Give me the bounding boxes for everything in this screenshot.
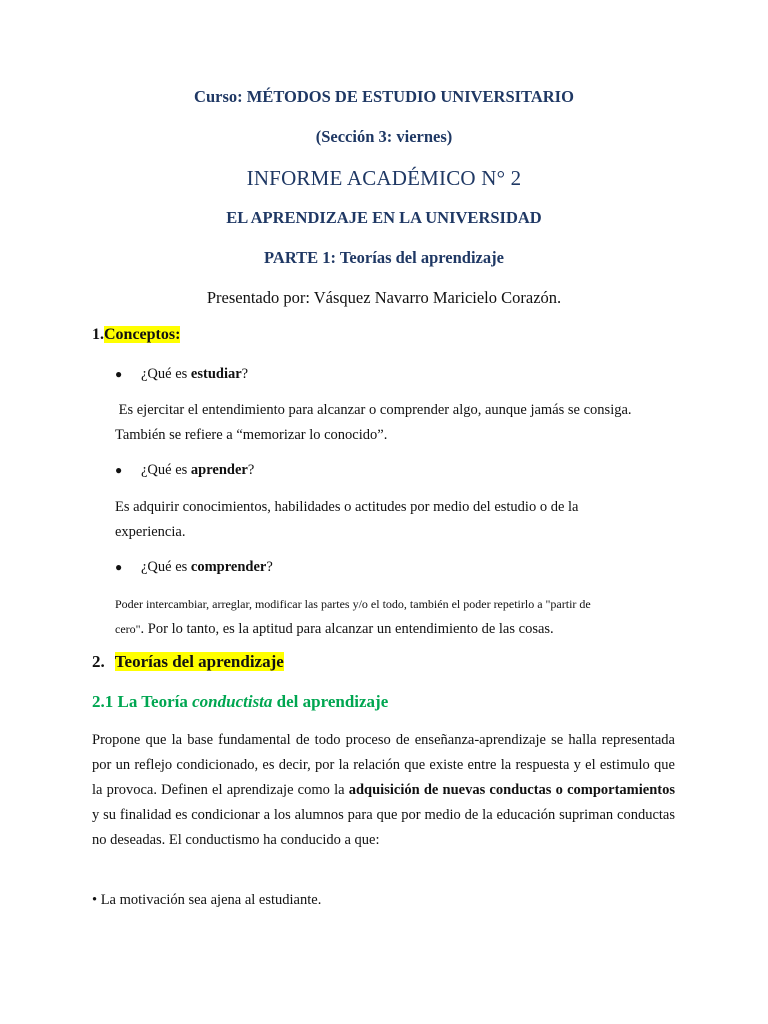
list-item-motivacion: • La motivación sea ajena al estudiante. [92, 892, 322, 908]
subsection-heading: 2.1 La Teoría conductista del aprendizaje [92, 692, 389, 711]
bullet-icon: ● [115, 560, 123, 574]
section2-heading [92, 652, 284, 672]
question-comprender: ● ¿Qué es comprender? [115, 559, 273, 575]
question-estudiar: ● ¿Qué es estudiar? [115, 366, 249, 382]
section-subtitle: (Sección 3: viernes) [315, 127, 453, 146]
bullet-icon: ● [115, 463, 123, 477]
part-title: PARTE 1: Teorías del aprendizaje [264, 248, 504, 267]
answer-aprender: Es adquirir conocimientos, habilidades o actitudes por medio del estudio o de la experiencia. [115, 499, 579, 540]
answer-estudiar: Es ejercitar el entendimiento para alcanzar o comprender algo, aunque jamás se consiga. También se refiere a “memorizar lo conocido”. [115, 402, 632, 443]
section1-heading [92, 326, 180, 344]
question-aprender: ● ¿Qué es aprender? [115, 462, 255, 478]
course-title: Curso: MÉTODOS DE ESTUDIO UNIVERSITARIO [194, 87, 574, 106]
section2-title: Teorías del aprendizaje [114, 652, 284, 671]
body-paragraph: Propone que la base fundamental de todo proceso de enseñanza-aprendizaje se halla representada por un reflejo condicionado, es decir, por la relación que existe entre la respuesta y el estimulo que la provoca. Definen el aprendizaje como la adquisición de nuevas conductas o comportamientos y su finalidad es condicionar a los alumnos para que por medio de la educación supriman conductas no deseadas. El conductismo ha conducido a que: [92, 732, 675, 848]
section1-number: 1. [92, 326, 104, 343]
section1-title: Conceptos: [104, 326, 181, 343]
answer-comprender: Poder intercambiar, arreglar, modificar las partes y/o el todo, también el poder repetirlo a "partir de cero". Por lo tanto, es la aptitud para alcanzar un entendimiento de las cosas. [115, 597, 591, 637]
section2-number: 2. [92, 652, 105, 671]
topic-title: EL APRENDIZAJE EN LA UNIVERSIDAD [226, 208, 542, 227]
author-line: Presentado por: Vásquez Navarro Maricielo Corazón. [206, 288, 562, 307]
bullet-icon: ● [115, 367, 123, 381]
report-title: INFORME ACADÉMICO N° 2 [246, 166, 522, 190]
